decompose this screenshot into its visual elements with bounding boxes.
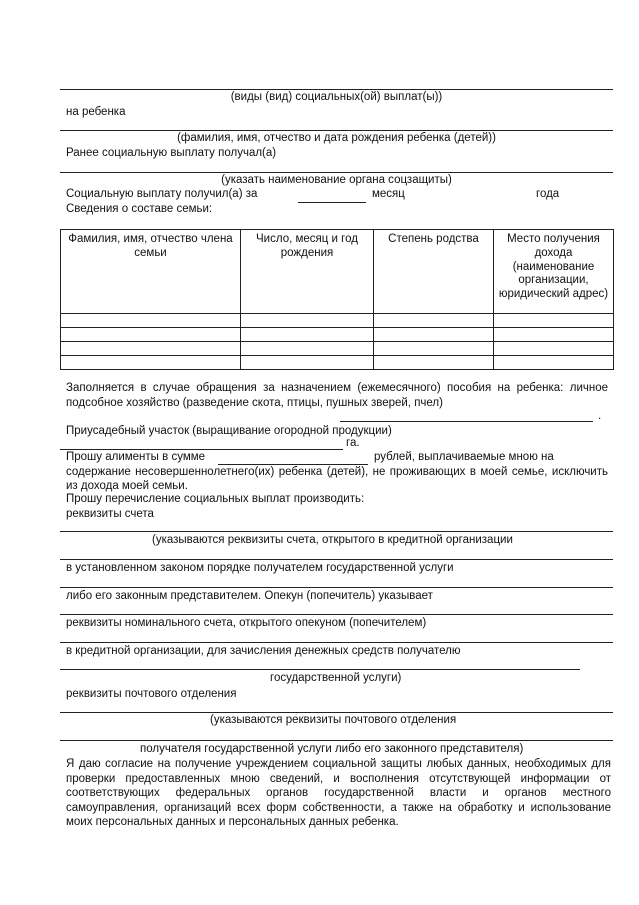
rule-account-6 xyxy=(60,669,580,670)
table-cell[interactable] xyxy=(241,342,374,356)
farm-note: Заполняется в случае обращения за назначением (ежемесячного) пособия на ребенка: личное подсобное хозяйство (разведение скота, птицы, пушных зверей, пчел) xyxy=(66,382,608,409)
rule-post xyxy=(60,712,613,713)
rule-account-4 xyxy=(60,614,613,615)
rule-agency xyxy=(60,172,613,173)
rule-account-2 xyxy=(60,559,613,560)
text-credit-org: в кредитной организации, для зачисления денежных средств получателю xyxy=(66,645,461,657)
label-for-child: на ребенка xyxy=(66,106,126,118)
caption-payment-types: (виды (вид) социальных(ой) выплат(ы)) xyxy=(230,91,443,103)
label-ha: га. xyxy=(346,437,360,449)
text-established-order: в установленном законом порядке получателем государственной услуги xyxy=(66,562,454,574)
label-family-info: Сведения о составе семьи: xyxy=(66,203,213,215)
table-row xyxy=(61,328,614,342)
header-member-name: Фамилия, имя, отчество члена семьи xyxy=(61,230,241,314)
label-garden-plot: Приусадебный участок (выращивание огородной продукции) xyxy=(66,425,392,437)
period-mark: . xyxy=(598,410,602,422)
blank-farm[interactable] xyxy=(340,421,593,422)
caption-post: (указываются реквизиты почтового отделения xyxy=(210,714,457,726)
table-cell[interactable] xyxy=(494,328,614,342)
table-cell[interactable] xyxy=(374,314,494,328)
label-transfer-request: Прошу перечисление социальных выплат производить: xyxy=(66,493,365,505)
caption-account: (указываются реквизиты счета, открытого в кредитной организации xyxy=(152,534,513,546)
rule-account-5 xyxy=(60,642,613,643)
table-cell[interactable] xyxy=(61,356,241,370)
table-cell[interactable] xyxy=(61,342,241,356)
table-cell[interactable] xyxy=(494,356,614,370)
header-birth-date: Число, месяц и год рождения xyxy=(241,230,374,314)
caption-child-name: (фамилия, имя, отчество и дата рождения ребенка (детей)) xyxy=(177,132,496,144)
rule-child-name xyxy=(60,130,613,131)
label-account-details: реквизиты счета xyxy=(66,508,154,520)
text-state-service: государственной услуги) xyxy=(270,672,402,684)
rule-payment-types xyxy=(60,89,613,90)
label-post-details: реквизиты почтового отделения xyxy=(66,688,237,700)
rule-account-3 xyxy=(60,587,613,588)
caption-agency: (указать наименование органа соцзащиты) xyxy=(221,174,452,186)
label-previously-received: Ранее социальную выплату получал(а) xyxy=(66,147,277,159)
table-cell[interactable] xyxy=(374,328,494,342)
blank-garden-area[interactable] xyxy=(60,449,343,450)
caption-recipient: получателя государственной услуги либо его законного представителя) xyxy=(140,743,524,755)
header-relationship: Степень родства xyxy=(374,230,494,314)
alimony-rest: содержание несовершеннолетнего(их) ребенка (детей), не проживающих в моей семье, исключить из дохода моей семьи. xyxy=(66,466,608,492)
consent-text: Я даю согласие на получение учреждением социальной защиты любых данных, необходимых для проверки предоставленных мною сведений, и восполнения отсутствующей информации от соответствующих федеральных органов государственной власти и органов местного самоуправления, организаций всех форм собственности, а также на обработку и использование моих персональных данных и персональных данных ребенка. xyxy=(66,758,611,828)
label-year: года xyxy=(536,188,560,200)
family-table xyxy=(60,229,614,370)
table-row xyxy=(61,342,614,356)
table-cell[interactable] xyxy=(494,314,614,328)
label-alimony-rubles: рублей, выплачиваемые мною на xyxy=(374,451,554,463)
table-cell[interactable] xyxy=(374,342,494,356)
table-cell[interactable] xyxy=(494,342,614,356)
label-month: месяц xyxy=(372,188,405,200)
label-received-for: Социальную выплату получил(а) за xyxy=(66,188,258,200)
family-table-header xyxy=(61,230,614,314)
rule-account xyxy=(60,531,613,532)
table-cell[interactable] xyxy=(241,314,374,328)
blank-received-period[interactable] xyxy=(298,202,366,203)
table-cell[interactable] xyxy=(241,328,374,342)
header-income-place: Место получения дохода (наименование организации, юридический адрес) xyxy=(494,230,614,314)
table-row xyxy=(61,356,614,370)
text-legal-rep: либо его законным представителем. Опекун (попечитель) указывает xyxy=(66,590,433,602)
table-cell[interactable] xyxy=(241,356,374,370)
text-nominal-account: реквизиты номинального счета, открытого опекуном (попечителем) xyxy=(66,617,427,629)
table-cell[interactable] xyxy=(61,314,241,328)
table-row xyxy=(61,314,614,328)
table-cell[interactable] xyxy=(61,328,241,342)
table-cell[interactable] xyxy=(374,356,494,370)
label-alimony-start: Прошу алименты в сумме xyxy=(66,451,206,463)
rule-post-2 xyxy=(60,740,613,741)
